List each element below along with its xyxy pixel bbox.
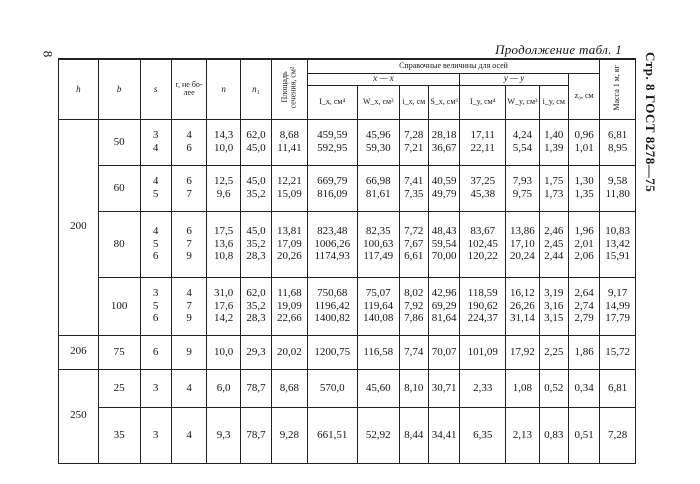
cell-z0: 0,34 — [568, 369, 599, 407]
cell-z0: 2,64 2,74 2,79 — [568, 277, 599, 335]
cell-Wy: 1,08 — [506, 369, 539, 407]
cell-Wx: 66,98 81,61 — [357, 165, 399, 211]
h-group-200: 200 — [59, 119, 99, 335]
header-reference: Справочные величины для осей — [307, 59, 600, 73]
header-r: r, не бо-лее — [171, 59, 207, 119]
cell-ix: 7,28 7,21 — [399, 119, 428, 165]
cell-Wy: 13,86 17,10 20,24 — [506, 211, 539, 277]
cell-Sx: 48,43 59,54 70,00 — [428, 211, 459, 277]
header-mass — [600, 59, 636, 119]
table-row — [59, 211, 636, 277]
cell-z0: 1,30 1,35 — [568, 165, 599, 211]
header-area-label: Площадь сечения, см² — [280, 66, 298, 109]
cell-n1: 78,7 — [240, 369, 271, 407]
h-group-250: 250 — [59, 369, 99, 463]
cell-s: 3 — [140, 369, 171, 407]
cell-iy: 0,83 — [539, 407, 568, 463]
cell-ix: 8,02 7,92 7,86 — [399, 277, 428, 335]
cell-Wy: 2,13 — [506, 407, 539, 463]
cell-n1: 45,0 35,2 — [240, 165, 271, 211]
header-sx: S_x, см³ — [428, 85, 459, 119]
cell-ix: 8,10 — [399, 369, 428, 407]
table-row — [59, 165, 636, 211]
cell-Sx: 30,71 — [428, 369, 459, 407]
cell-n1: 45,0 35,2 28,3 — [240, 211, 271, 277]
table-body — [59, 119, 636, 463]
cell-Wx: 45,60 — [357, 369, 399, 407]
cell-area: 11,68 19,09 22,66 — [272, 277, 308, 335]
cell-n: 12,5 9,6 — [207, 165, 240, 211]
cell-b: 35 — [98, 407, 140, 463]
h-group-206: 206 — [59, 335, 99, 369]
cell-ix: 7,41 7,35 — [399, 165, 428, 211]
cell-z0: 1,96 2,01 2,06 — [568, 211, 599, 277]
cell-s: 4 5 — [140, 165, 171, 211]
cell-Wy: 4,24 5,54 — [506, 119, 539, 165]
cell-Ix: 661,51 — [307, 407, 357, 463]
cell-mass: 9,17 14,99 17,79 — [600, 277, 636, 335]
continuation-caption: Продолжение табл. 1 — [495, 42, 622, 57]
cell-n1: 78,7 — [240, 407, 271, 463]
cell-Iy: 37,25 45,38 — [460, 165, 506, 211]
cell-Sx: 70,07 — [428, 335, 459, 369]
page-number: 8 — [40, 50, 56, 58]
header-n1: n₁ — [240, 59, 271, 119]
cell-r: 4 — [171, 369, 207, 407]
cell-Iy: 101,09 — [460, 335, 506, 369]
cell-mass: 10,83 13,42 15,91 — [600, 211, 636, 277]
cell-b: 100 — [98, 277, 140, 335]
cell-s: 3 5 6 — [140, 277, 171, 335]
cell-Ix: 570,0 — [307, 369, 357, 407]
cell-Iy: 17,11 22,11 — [460, 119, 506, 165]
cell-Iy: 2,33 — [460, 369, 506, 407]
cell-ix: 8,44 — [399, 407, 428, 463]
cell-Wx: 116,58 — [357, 335, 399, 369]
cell-Iy: 83,67 102,45 120,22 — [460, 211, 506, 277]
cell-b: 80 — [98, 211, 140, 277]
table-row — [59, 369, 636, 407]
cell-mass: 9,58 11,80 — [600, 165, 636, 211]
cell-Wy: 16,12 26,26 31,14 — [506, 277, 539, 335]
cell-iy: 1,40 1,39 — [539, 119, 568, 165]
cell-n1: 62,0 35,2 28,3 — [240, 277, 271, 335]
cell-Wx: 52,92 — [357, 407, 399, 463]
cell-Ix: 669,79 816,09 — [307, 165, 357, 211]
cell-iy: 1,75 1,73 — [539, 165, 568, 211]
table-row — [59, 277, 636, 335]
header-z0: z₀, см — [568, 73, 599, 119]
header-wy: W_y, см³ — [506, 85, 539, 119]
cell-s: 3 — [140, 407, 171, 463]
header-iy-inertia: I_y, см⁴ — [460, 85, 506, 119]
cell-Sx: 28,18 36,67 — [428, 119, 459, 165]
table-row — [59, 119, 636, 165]
cell-r: 6 7 — [171, 165, 207, 211]
cell-mass: 6,81 8,95 — [600, 119, 636, 165]
header-mass-label: Масса 1 м, кг — [612, 64, 622, 111]
cell-ix: 7,72 7,67 6,61 — [399, 211, 428, 277]
cell-area: 12,21 15,09 — [272, 165, 308, 211]
cell-b: 25 — [98, 369, 140, 407]
cell-r: 4 — [171, 407, 207, 463]
cell-mass: 15,72 — [600, 335, 636, 369]
cell-n1: 62,0 45,0 — [240, 119, 271, 165]
header-area — [272, 59, 308, 119]
cell-Wx: 45,96 59,30 — [357, 119, 399, 165]
cell-Iy: 6,35 — [460, 407, 506, 463]
header-axis-yy: y — y — [460, 73, 569, 85]
cell-area: 20,02 — [272, 335, 308, 369]
cell-Wx: 82,35 100,63 117,49 — [357, 211, 399, 277]
cell-Sx: 42,96 69,29 81,64 — [428, 277, 459, 335]
header-axis-xx: x — x — [307, 73, 460, 85]
cell-Ix: 459,59 592,95 — [307, 119, 357, 165]
header-iy-radius: i_y, см — [539, 85, 568, 119]
cell-Ix: 750,68 1196,42 1400,82 — [307, 277, 357, 335]
header-n: n — [207, 59, 240, 119]
cell-Iy: 118,59 190,62 224,37 — [460, 277, 506, 335]
cell-iy: 2,46 2,45 2,44 — [539, 211, 568, 277]
cell-s: 3 4 — [140, 119, 171, 165]
cell-n: 14,3 10,0 — [207, 119, 240, 165]
cell-n: 6,0 — [207, 369, 240, 407]
cell-Sx: 40,59 49,79 — [428, 165, 459, 211]
header-h: h — [59, 59, 99, 119]
profile-table — [58, 58, 636, 464]
cell-mass: 6,81 — [600, 369, 636, 407]
header-s: s — [140, 59, 171, 119]
cell-r: 4 7 9 — [171, 277, 207, 335]
cell-Ix: 1200,75 — [307, 335, 357, 369]
cell-n1: 29,3 — [240, 335, 271, 369]
cell-Wy: 17,92 — [506, 335, 539, 369]
cell-r: 9 — [171, 335, 207, 369]
cell-area: 13,81 17,09 20,26 — [272, 211, 308, 277]
cell-z0: 1,86 — [568, 335, 599, 369]
header-wx: W_x, см³ — [357, 85, 399, 119]
cell-Sx: 34,41 — [428, 407, 459, 463]
cell-Wy: 7,93 9,75 — [506, 165, 539, 211]
cell-r: 6 7 9 — [171, 211, 207, 277]
cell-z0: 0,51 — [568, 407, 599, 463]
side-header: Стр. 8 ГОСТ 8278—75 — [643, 52, 658, 193]
header-ix-inertia: I_x, см⁴ — [307, 85, 357, 119]
cell-r: 4 6 — [171, 119, 207, 165]
cell-iy: 2,25 — [539, 335, 568, 369]
cell-area: 8,68 — [272, 369, 308, 407]
table-row — [59, 407, 636, 463]
cell-n: 31,0 17,6 14,2 — [207, 277, 240, 335]
cell-b: 50 — [98, 119, 140, 165]
cell-Ix: 823,48 1006,26 1174,93 — [307, 211, 357, 277]
cell-n: 9,3 — [207, 407, 240, 463]
cell-n: 10,0 — [207, 335, 240, 369]
cell-mass: 7,28 — [600, 407, 636, 463]
cell-Wx: 75,07 119,64 140,08 — [357, 277, 399, 335]
header-ix-radius: i_x, см — [399, 85, 428, 119]
cell-s: 6 — [140, 335, 171, 369]
cell-n: 17,5 13,6 10,8 — [207, 211, 240, 277]
cell-area: 8,68 11,41 — [272, 119, 308, 165]
cell-ix: 7,74 — [399, 335, 428, 369]
cell-b: 75 — [98, 335, 140, 369]
cell-b: 60 — [98, 165, 140, 211]
cell-z0: 0,96 1,01 — [568, 119, 599, 165]
table-row — [59, 335, 636, 369]
cell-area: 9,28 — [272, 407, 308, 463]
header-b: b — [98, 59, 140, 119]
cell-iy: 0,52 — [539, 369, 568, 407]
cell-s: 4 5 6 — [140, 211, 171, 277]
cell-iy: 3,19 3,16 3,15 — [539, 277, 568, 335]
